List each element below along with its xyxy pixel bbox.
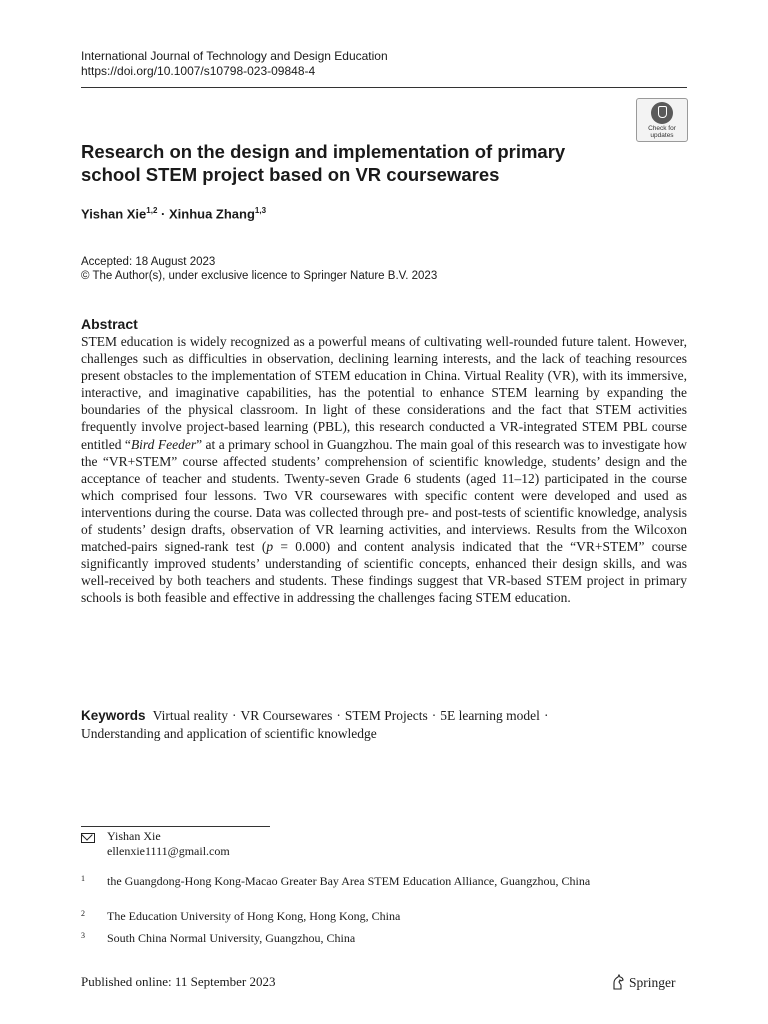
course-title: Bird Feeder (130, 436, 197, 452)
keyword: STEM Projects (344, 708, 428, 723)
affiliation-text: The Education University of Hong Kong, Hong Kong, China (107, 909, 401, 923)
abstract-body (81, 333, 687, 607)
envelope-icon (81, 833, 95, 843)
keyword-separator: · (431, 708, 437, 723)
p-value-symbol: p (266, 539, 274, 555)
doi-link[interactable]: https://doi.org/10.1007/s10798-023-09848-4 (81, 64, 316, 78)
journal-name: International Journal of Technology and Design Education (81, 49, 388, 63)
keyword: Understanding and application of scientific knowledge (81, 725, 377, 741)
keyword: VR Coursewares (240, 708, 333, 723)
article-dates (81, 255, 437, 283)
header-divider (81, 87, 687, 88)
springer-logo[interactable] (611, 974, 676, 991)
accepted-date: Accepted: 18 August 2023 (81, 256, 216, 268)
abstract-heading: Abstract (81, 316, 138, 332)
publisher-name: Springer (629, 975, 676, 990)
affiliation-text: the Guangdong-Hong Kong-Macao Greater Bay Area STEM Education Alliance, Guangzhou, China (107, 874, 591, 888)
footnote-divider (81, 826, 270, 827)
abstract-text-part1: STEM education is widely recognized as a powerful means of cultivating well-rounded future talent. However, challenges such as difficulties in observation, declining learning interests, and the lack of teaching resources present obstacles to the implementation of STEM education in China. Virtual Reality (VR), with its immersive, interactive, and imaginative capabilities, has the potential to enhance STEM learning by expanding the boundaries of the physical classroom. In light of these considerations and the fact that STEM activities frequently involve project-based learning (PBL), this research conducted a VR-integrated STEM PBL course entitled “ (81, 334, 687, 452)
affiliation-number: 2 (81, 909, 85, 918)
author-separator: · (157, 206, 169, 222)
corresponding-author-name: Yishan Xie (107, 829, 161, 843)
abstract-text-part3: = 0.000) and content analysis indicated that the “VR+STEM” course significantly improved students’ understanding of scientific concepts, enhanced their design skills, and was well-received by both teachers and students. These findings suggest that VR-based STEM project in primary schools is both feasible and effective in addressing the challenges facing STEM education. (81, 539, 688, 606)
article-title: Research on the design and implementation of primary school STEM project based on VR coursewares (81, 141, 566, 185)
abstract-text-part2: ” at a primary school in Guangzhou. The main goal of this research was to investigate how the “VR+STEM” course affected students’ comprehension of scientific knowledge, students’ design and the acceptance of teacher and students. Twenty-seven Grade 6 students (aged 11–12) participated in the course which comprised four lessons. Two VR coursewares with specific content were developed and used as interventions during the course. Data was collected through pre- and post-tests of scientific knowledge, analysis of students’ design drafts, observation of VR learning activities, and interviews. Results from the Wilcoxon matched-pairs signed-rank test ( (81, 436, 687, 555)
affiliation-text: South China Normal University, Guangzhou, China (107, 931, 356, 945)
badge-line2: updates (650, 132, 674, 139)
journal-header (81, 49, 388, 79)
author-name[interactable]: Yishan Xie (81, 206, 147, 222)
affiliation-number: 3 (81, 931, 85, 940)
copyright-notice: © The Author(s), under exclusive licence to Springer Nature B.V. 2023 (81, 270, 438, 282)
author-list (81, 206, 266, 221)
keyword: 5E learning model (440, 708, 540, 723)
keyword-separator: · (543, 708, 549, 723)
keyword-separator: · (336, 708, 341, 723)
check-for-updates-badge[interactable] (636, 98, 688, 142)
affiliation-number: 1 (81, 874, 85, 883)
author-name[interactable]: Xinhua Zhang (168, 206, 255, 222)
badge-line1: Check for (648, 125, 676, 132)
bookmark-icon (651, 102, 673, 124)
keywords-label: Keywords (81, 708, 146, 723)
springer-horse-icon (611, 974, 625, 990)
author-affil-marker: 1,3 (254, 206, 267, 215)
keyword-separator: · (231, 708, 237, 723)
keywords-section (81, 707, 687, 742)
published-date: Published online: 11 September 2023 (81, 974, 276, 989)
author-affil-marker: 1,2 (146, 206, 158, 215)
keyword: Virtual reality (152, 708, 228, 723)
corresponding-author-email[interactable]: ellenxie1111@gmail.com (107, 844, 230, 858)
